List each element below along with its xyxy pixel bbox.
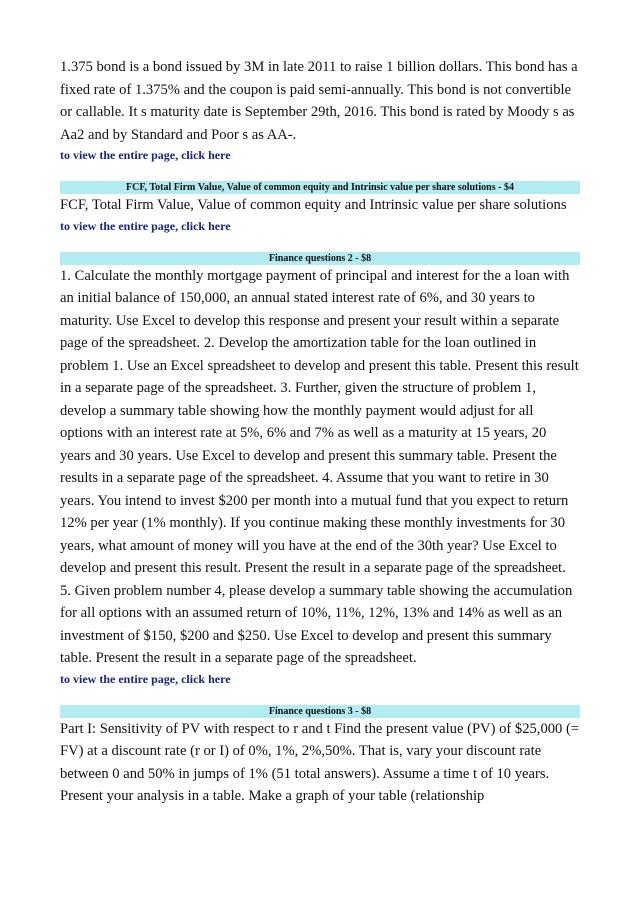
section-spacer [60,163,580,181]
section-paragraph: FCF, Total Firm Value, Value of common equity and Intrinsic value per share solutions [60,197,567,213]
view-entire-page-link[interactable]: to view the entire page, click here [60,148,231,162]
section-paragraph: 1. Calculate the monthly mortgage payment of principal and interest for the a loan with an initial balance of 150,000, an annual stated interest rate of 6%, and 30 years to maturity. Use Excel to develop this response and present your result within a separate page of the spreadsheet. 2. Develop the amortization table for the loan outlined in problem 1. Use an Excel spreadsheet to develop and present this table. Present this result in a separate page of the spreadsheet. 3. Further, given the structure of problem 1, develop a summary table showing how the monthly payment would adjust for all options with an interest rate at 5%, 6% and 7% as well as a maturity at 15 years, 20 years and 30 years. Use Excel to develop and present this summary table. Present the results in a separate page of the spreadsheet. 4. Assume that you want to retire in 30 years. You intend to invest $200 per month into a mutual fund that you expect to return 12% per year (1% monthly). If you continue making these monthly investments for 30 years, what amount of money will you have at the end of the 30th year? Use Excel to develop and present this result. Present the result in a separate page of the spreadsheet. 5. Given problem number 4, please develop a summary table showing the accumulation for all options with an assumed return of 10%, 11%, 12%, 13% and 14% as well as an investment of $150, $200 and $250. Use Excel to develop and present this summary table. Present the result in a separate page of the spreadsheet. [60,267,579,666]
section-banner[interactable]: Finance questions 2 - $8 [60,252,580,265]
section-spacer [60,234,580,252]
section-fcf [60,181,580,234]
section-finance-questions-2 [60,252,580,687]
view-entire-page-link[interactable]: to view the entire page, click here [60,218,231,233]
section-banner[interactable]: Finance questions 3 - $8 [60,705,580,718]
section-banner[interactable]: FCF, Total Firm Value, Value of common equity and Intrinsic value per share solutions - $4 [60,181,580,194]
section-paragraph: Part I: Sensitivity of PV with respect to r and t Find the present value (PV) of $25,000 (= FV) at a discount rate (r or I) of 0%, 1%, 2%,50%. That is, vary your discount rate between 0 and 50% in jumps of 1% (51 total answers). Assume a time t of 10 years. Present your analysis in a table. Make a graph of your table (relationship [60,720,580,804]
section-spacer [60,687,580,705]
section-finance-questions-3 [60,705,580,808]
intro-paragraph: 1.375 bond is a bond issued by 3M in late 2011 to raise 1 billion dollars. This bond has a fixed rate of 1.375% and the coupon is paid semi-annually. This bond is not convertible or callable. It s maturity date is September 29th, 2016. This bond is rated by Moody s as Aa2 and by Standard and Poor s as AA-. [60,59,578,143]
document-page [60,56,580,808]
view-entire-page-link[interactable]: to view the entire page, click here [60,671,231,686]
